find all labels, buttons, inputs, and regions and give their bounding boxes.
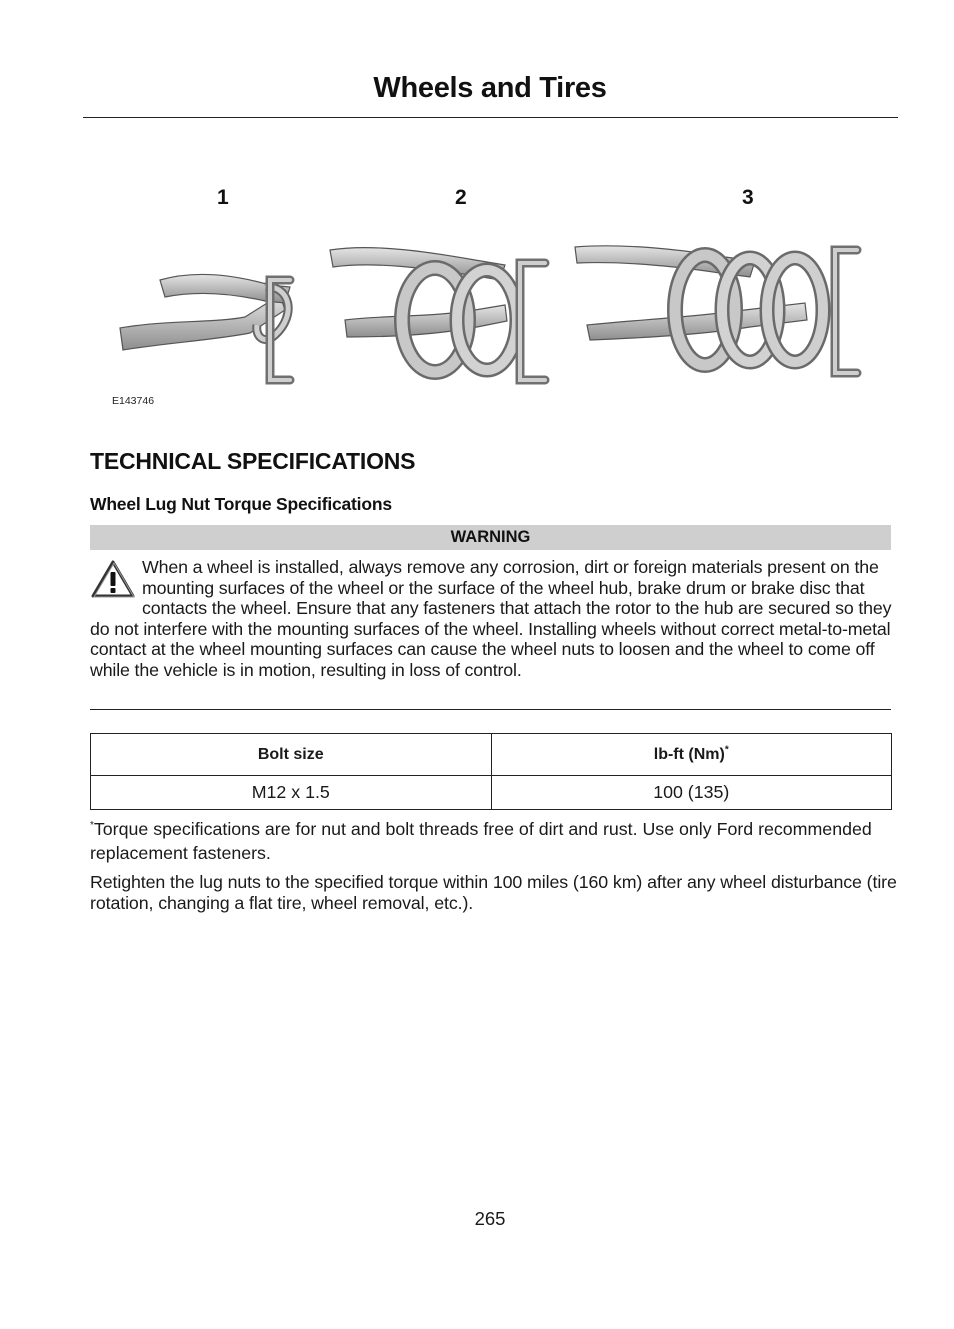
table-row (91, 776, 892, 810)
column-header-label: Bolt size (257, 745, 324, 763)
footnote-marker: * (90, 820, 94, 832)
strap-knot-illustration (105, 225, 875, 390)
figure-code: E143746 (112, 395, 155, 407)
step-1-illustration (120, 275, 290, 380)
torque-spec-table (90, 733, 892, 810)
figure-step-label-2: 2 (455, 186, 467, 209)
column-header-bolt-size (91, 734, 492, 776)
column-header-label: lb-ft (Nm) (653, 745, 725, 763)
icon-spacer (90, 557, 142, 617)
column-header-torque (491, 734, 892, 776)
footnote-text: Torque specifications are for nut and bolt threads free of dirt and rust. Use only Ford recommended replacement fasteners. (90, 819, 872, 863)
sub-heading: Wheel Lug Nut Torque Specifications (90, 494, 392, 514)
table-cell: M12 x 1.5 (91, 776, 492, 810)
warning-body: When a wheel is installed, always remove any corrosion, dirt or foreign materials present on the mounting surfaces of the wheel or the surface of the wheel hub, brake drum or brake disc that contacts the wheel. Ensure that any fasteners that attach the rotor to the hub are secured so they do not interfere with the mounting surfaces of the wheel. Installing wheels without correct metal-to-metal contact at the wheel mounting surfaces can cause the wheel nuts to loosen and the wheel to come off while the vehicle is in motion, resulting in loss of control. (90, 557, 892, 680)
figure-step-label-3: 3 (742, 186, 754, 209)
retighten-paragraph: Retighten the lug nuts to the specified torque within 100 miles (160 km) after any wheel disturbance (tire rotation, changing a flat tire, wheel removal, etc.). (90, 872, 897, 913)
warning-label: WARNING (90, 525, 891, 550)
figure-step-label-1: 1 (217, 186, 229, 209)
warning-divider (90, 709, 891, 710)
table-header-row (91, 734, 892, 776)
step-2-illustration (330, 248, 545, 380)
section-heading: TECHNICAL SPECIFICATIONS (90, 448, 416, 474)
header-divider (83, 117, 898, 118)
page-title: Wheels and Tires (373, 72, 607, 104)
table-footnote (90, 817, 890, 865)
footnote-marker: * (724, 744, 729, 756)
step-3-illustration (575, 246, 857, 373)
page-number: 265 (474, 1208, 506, 1229)
warning-message (90, 557, 895, 681)
table-cell: 100 (135) (491, 776, 892, 810)
